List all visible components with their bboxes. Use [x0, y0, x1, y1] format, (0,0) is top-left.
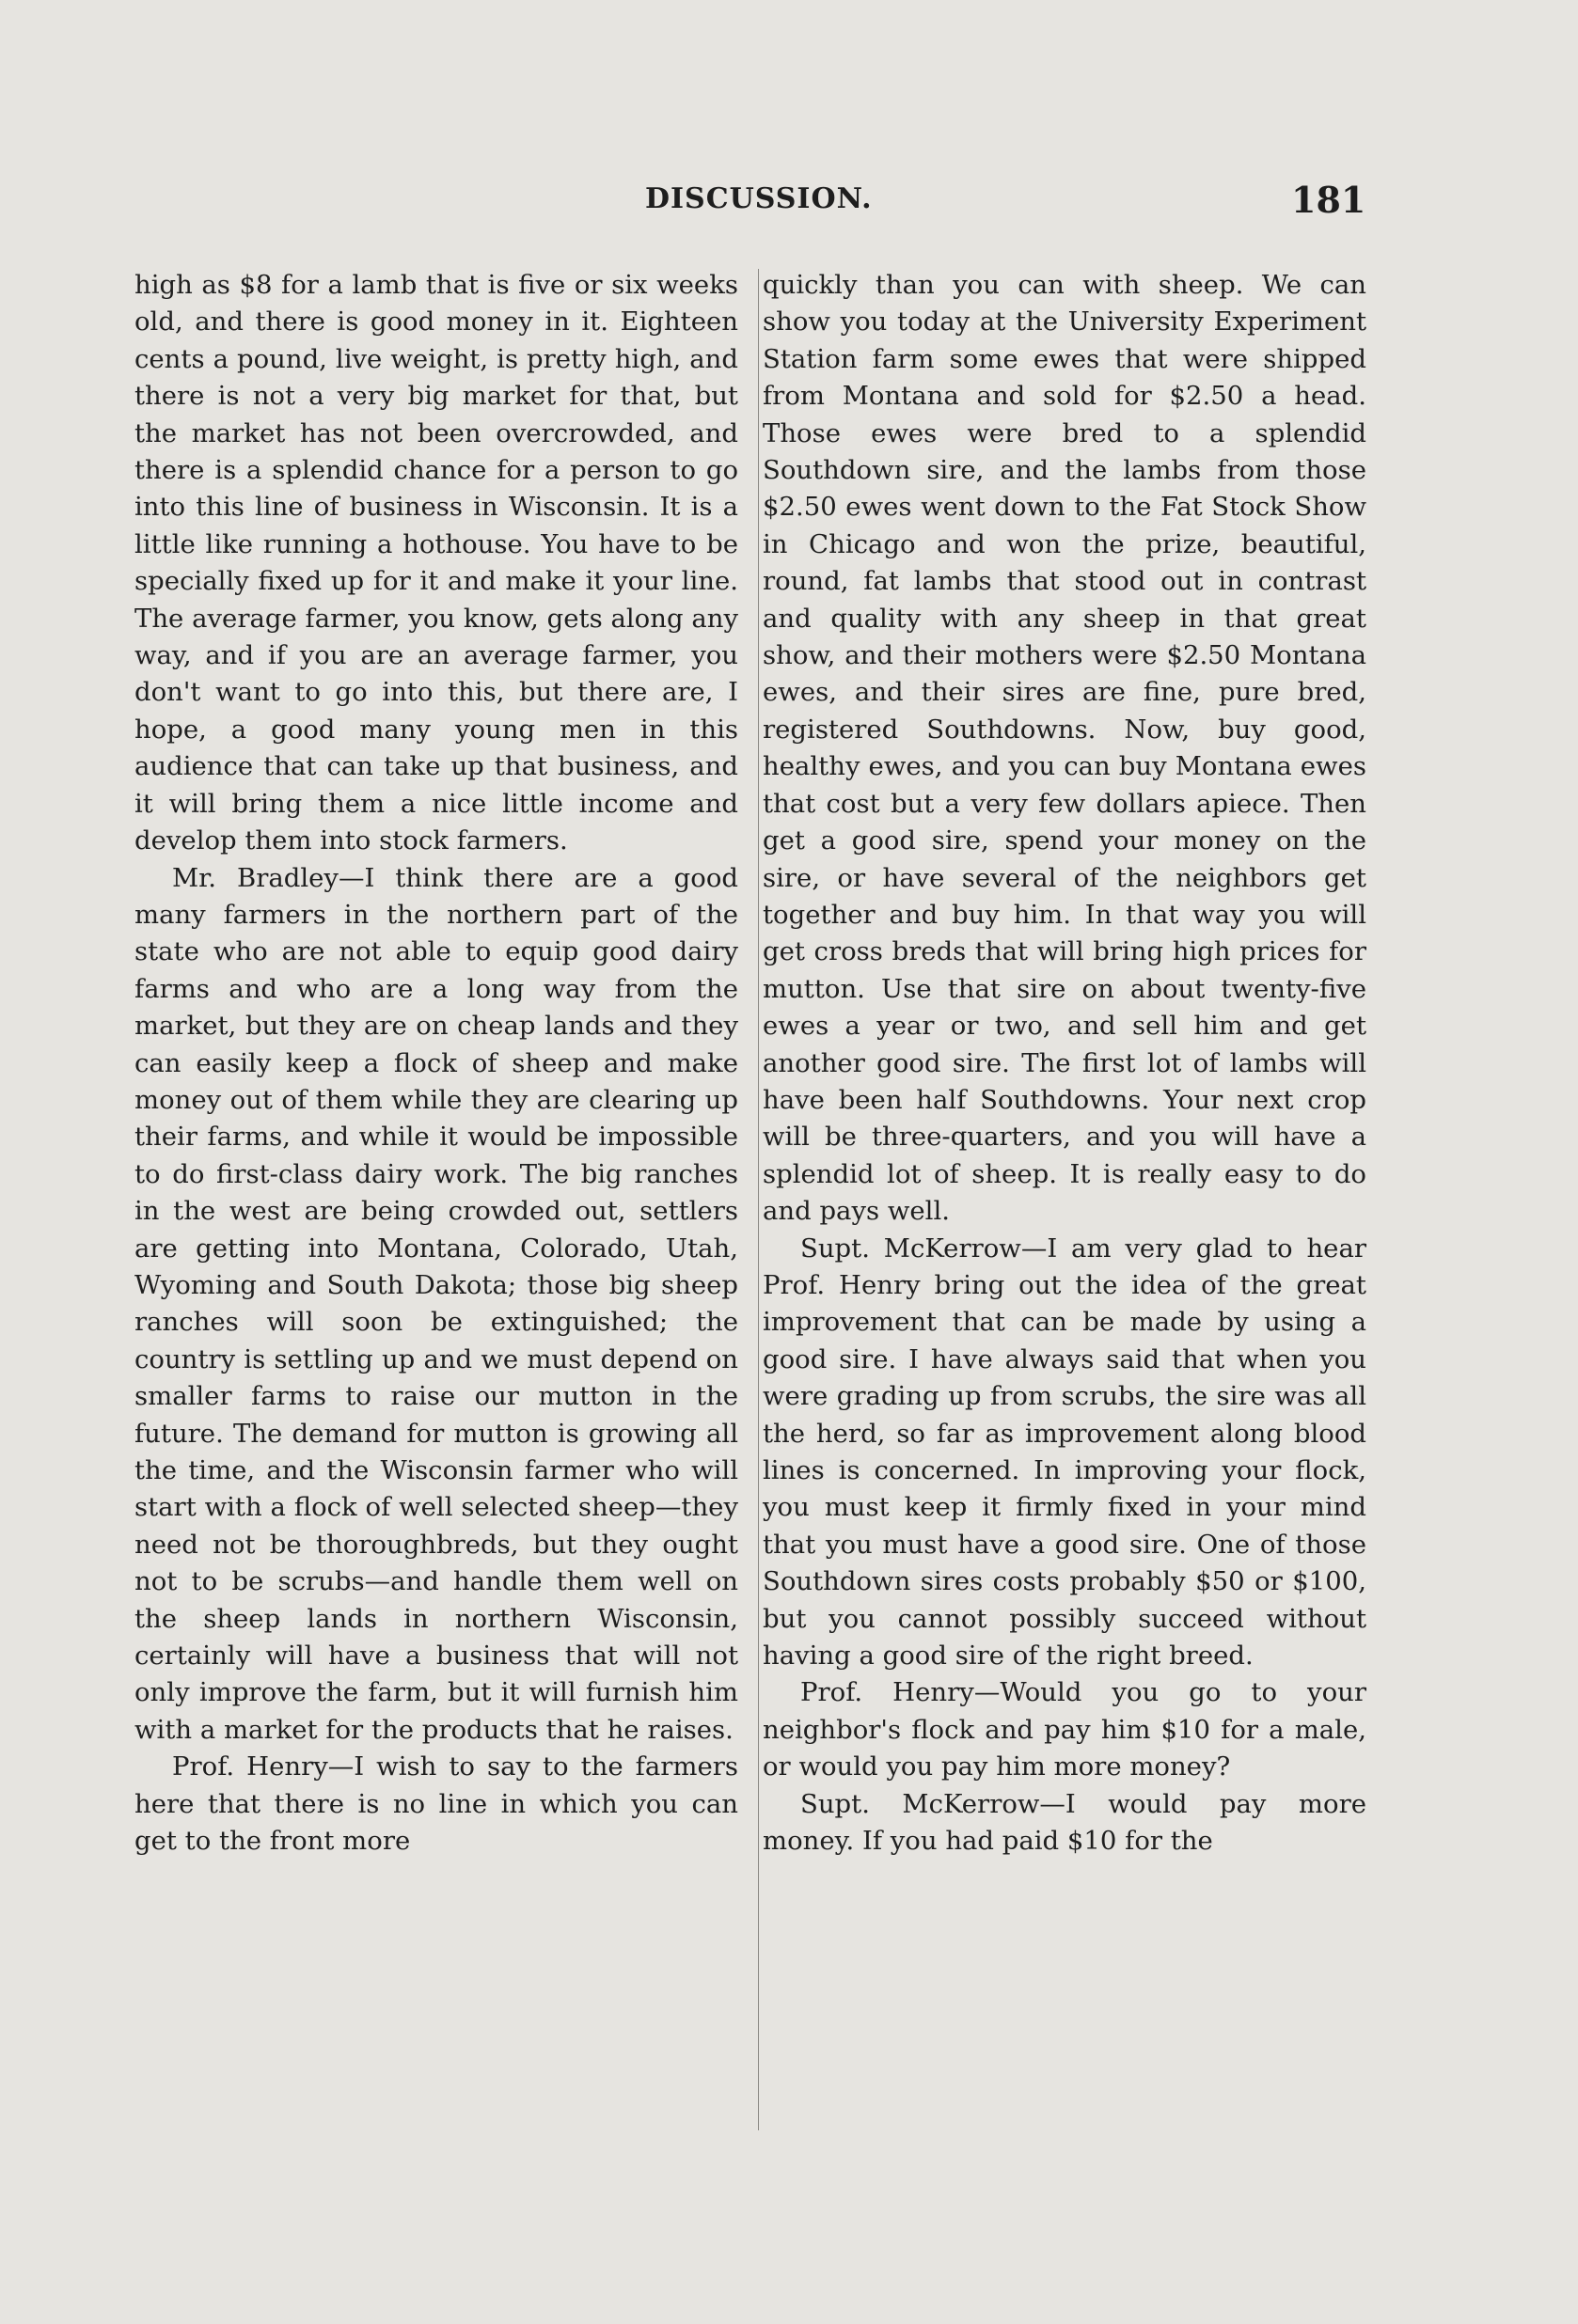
page-header	[0, 179, 1578, 235]
right-column	[763, 267, 1366, 1860]
left-column	[134, 267, 738, 1860]
paragraph: Supt. McKerrow—I am very glad to hear Prof. Henry bring out the idea of the great improvement that can be made by using a good sire. I have always said that when you were grading up from scrubs, the sire was all the herd, so far as improvement along blood lines is concerned. In improving your flock, you must keep it firmly fixed in your mind that you must have a good sire. One of those Southdown sires costs probably $50 or $100, but you cannot possibly succeed without having a good sire of the right breed.	[763, 1233, 1366, 1672]
paragraph: Mr. Bradley—I think there are a good many farmers in the northern part of the state who are not able to equip good dairy farms and who are a long way from the market, but they are on cheap lands and they can easily keep a flock of sheep and make money out of them while they are clearing up their farms, and while it would be impossible to do first-class dairy work. The big ranches in the west are being crowded out, settlers are getting into Montana, Colorado, Utah, Wyoming and South Dakota; those big sheep ranches will soon be extinguished; the country is settling up and we must depend on smaller farms to raise our mutton in the future. The demand for mutton is growing all the time, and the Wisconsin farmer who will start with a flock of well selected sheep—they need not be thoroughbreds, but they ought not to be scrubs—and handle them well on the sheep lands in northern Wisconsin, certainly will have a business that will not only improve the farm, but it will furnish him with a market for the products that he raises.	[134, 862, 738, 1745]
paragraph: quickly than you can with sheep. We can show you today at the University Experiment Station farm some ewes that were shipped from Montana and sold for $2.50 a head. Those ewes were bred to a splendid Southdown sire, and the lambs from those $2.50 ewes went down to the Fat Stock Show in Chicago and won the prize, beautiful, round, fat lambs that stood out in contrast and quality with any sheep in that great show, and their mothers were $2.50 Montana ewes, and their sires are fine, pure bred, registered Southdowns. Now, buy good, healthy ewes, and you can buy Montana ewes that cost but a very few dollars apiece. Then get a good sire, spend your money on the sire, or have several of the neighbors get together and buy him. In that way you will get cross breds that will bring high prices for mutton. Use that sire on about twenty-five ewes a year or two, and sell him and get another good sire. The first lot of lambs will have been half Southdowns. Your next crop will be three-quarters, and you will have a splendid lot of sheep. It is really easy to do and pays well.	[763, 270, 1366, 1227]
paragraph: Prof. Henry—I wish to say to the farmers here that there is no line in which you can get to the front more	[134, 1751, 738, 1857]
paragraph: high as $8 for a lamb that is five or six weeks old, and there is good money in it. Eighteen cents a pound, live weight, is pretty high, and there is not a very big market for that, but the market has not been overcrowded, and there is a splendid chance for a person to go into this line of business in Wisconsin. It is a little like running a hothouse. You have to be specially fixed up for it and make it your line. The average farmer, you know, gets along any way, and if you are an average farmer, you don't want to go into this, but there are, I hope, a good many young men in this audience that can take up that business, and it will bring them a nice little income and develop them into stock farmers.	[134, 270, 738, 856]
paragraph: Supt. McKerrow—I would pay more money. If you had paid $10 for the	[763, 1788, 1366, 1857]
column-divider	[758, 269, 759, 2130]
running-title: DISCUSSION.	[645, 182, 873, 215]
page-number: 181	[1291, 179, 1366, 221]
paragraph: Prof. Henry—Would you go to your neighbor's flock and pay him $10 for a male, or would you pay him more money?	[763, 1677, 1366, 1782]
